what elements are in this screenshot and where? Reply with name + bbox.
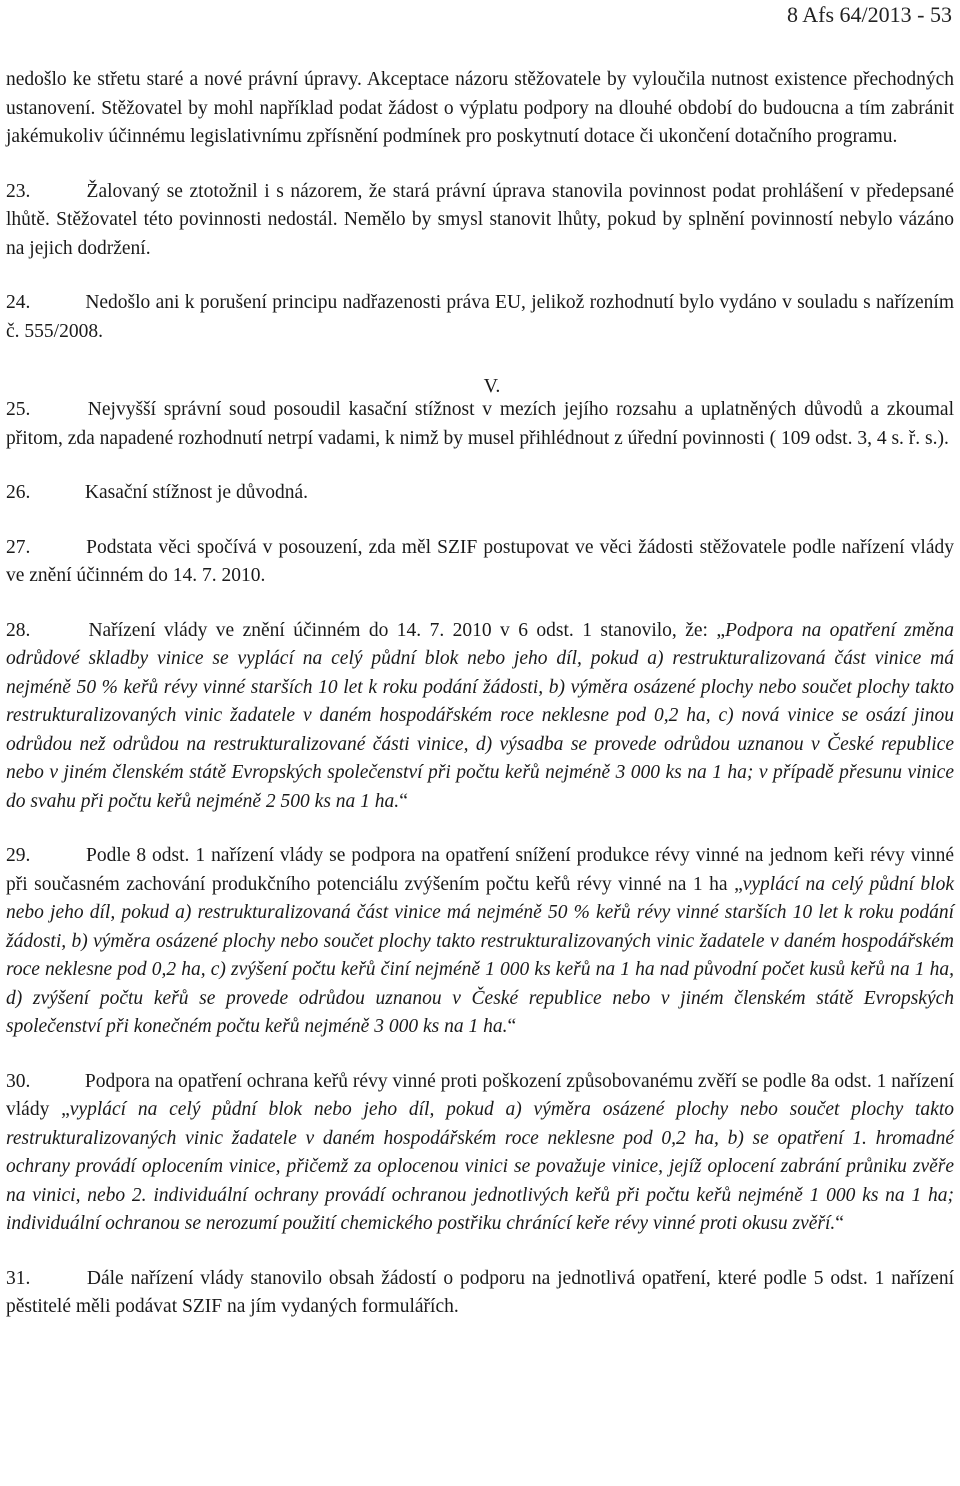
paragraph-26	[6, 479, 954, 508]
paragraph-text: Žalovaný se ztotožnil i s názorem, že stará právní úprava stanovila povinnost podat prohlášení v předepsané lhůtě. Stěžovatel této povinnosti nedostál. Nemělo by smysl stanovit lhůty, pokud by splnění povinností nebylo vázáno na jejich dodržení.	[6, 180, 955, 259]
paragraph-text: Nedošlo ani k porušení principu nadřazenosti práva EU, jelikož rozhodnutí bylo vydáno v souladu s nařízením č. 555/2008.	[6, 292, 954, 342]
paragraph-text: Podstata věci spočívá v posouzení, zda měl SZIF postupovat ve věci žádosti stěžovatele podle nařízení vlády ve znění účinném do 14. 7. 2010.	[6, 536, 955, 586]
paragraph-intro	[6, 66, 954, 152]
paragraph-text: nedošlo ke střetu staré a nové právní úpravy. Akceptace názoru stěžovatele by vyloučila nutnost existence přechodných ustanovení. Stěžovatel by mohl například podat žádost o výplatu podpory na dlouhé období do budoucna a tím zabránit jakémukoliv účinnému legislativnímu zpřísnění podmínek pro poskytnutí dotace či ukončení dotačního programu.	[6, 69, 954, 147]
quoted-regulation: Podpora na opatření změna odrůdové skladby vinice se vyplácí na celý půdní blok nebo jeho díl, pokud a) restrukturalizovaná část vinice má nejméně 50 % keřů révy vinné starších 10 let k roku podání žádosti, b) výměra osázené plochy nebo součet plochy takto restrukturalizovaných vinic žadatele v daném hospodářském roce neklesne pod 0,2 ha, c) nová vinice se osází jinou odrůdou než odrůdou na restrukturalizované části vinice, d) výsadba se provede odrůdou uznanou v České republice nebo v jiném členském státě Evropských společenství při počtu keřů nejméně 3 000 ks na 1 ha; v případě přesunu vinice do svahu při počtu keřů nejméně 2 500 ks na 1 ha.	[6, 619, 954, 812]
paragraph-number: 23.	[6, 180, 31, 202]
paragraph-23	[6, 178, 954, 264]
paragraph-30	[6, 1068, 954, 1239]
document-body	[6, 66, 954, 1348]
paragraph-number: 28.	[6, 619, 31, 641]
paragraph-number: 27.	[6, 536, 31, 558]
quote-close: “	[507, 1016, 517, 1037]
quote-close: “	[835, 1213, 844, 1234]
paragraph-number: 31.	[6, 1267, 31, 1289]
paragraph-28	[6, 617, 954, 817]
paragraph-text: Dále nařízení vlády stanovilo obsah žádostí o podporu na jednotlivá opatření, které podle 5 odst. 1 nařízení pěstitelé měli podávat SZIF na jím vydaných formulářích.	[6, 1267, 955, 1317]
paragraph-number: 30.	[6, 1070, 31, 1092]
paragraph-lead: Podle 8 odst. 1 nařízení vlády se podpora na opatření snížení produkce révy vinné na jednom keři révy vinné při současném zachování produkčního potenciálu zvýšením počtu keřů révy vinné na 1 ha „	[6, 845, 955, 895]
quoted-regulation: vyplácí na celý půdní blok nebo jeho díl, pokud a) restrukturalizovaná část vinice má nejméně 50 % keřů révy vinné starších 10 let k roku podání žádosti, b) výměra osázené plochy nebo součet plochy takto restrukturalizovaných vinic žadatele v daném hospodářském roce neklesne pod 0,2 ha, c) zvýšení počtu keřů činí nejméně 1 000 ks keřů na 1 ha nad původní počet kusů keřů na 1 ha, d) zvýšení počtu keřů se provede odrůdou uznanou v České republice nebo v jiném členském státě Evropských společenství při konečném počtu keřů nejméně 3 000 ks na 1 ha.	[6, 873, 954, 1037]
case-reference: 8 Afs 64/2013 - 53	[787, 2, 952, 27]
paragraph-number: 26.	[6, 482, 31, 503]
quoted-regulation: vyplácí na celý půdní blok nebo jeho díl, pokud a) výměra osázené plochy nebo součet plochy takto restrukturalizovaných vinic žadatele v daném hospodářském roce neklesne pod 0,2 ha, b) se opatření 1. hromadné ochrany provádí oplocením vinice, přičemž za oplocenou vinici se považuje vinice, jejíž oplocení zabrání průniku zvěře na vinici, nebo 2. individuální ochrany provádí ochranou jednotlivých keřů při počtu keřů nejméně 1 000 ks na 1 ha; individuální ochranou se nerozumí použití chemického postřiku chránící keře révy vinné proti okusu zvěří.	[6, 1099, 954, 1234]
paragraph-27	[6, 534, 954, 591]
paragraph-lead: Podpora na opatření ochrana keřů révy vinné proti poškození způsobovanému zvěří se podle 8a odst. 1 nařízení vlády „	[6, 1070, 955, 1120]
paragraph-29	[6, 842, 954, 1042]
paragraph-text: Nejvyšší správní soud posoudil kasační stížnost v mezích jejího rozsahu a uplatněných důvodů a zkoumal přitom, zda napadené rozhodnutí netrpí vadami, k nimž by musel přihlédnout z úřední povinnosti ( 109 odst. 3, 4 s. ř. s.).	[6, 399, 954, 449]
paragraph-number: 25.	[6, 399, 31, 420]
paragraph-lead: Nařízení vlády ve znění účinném do 14. 7. 2010 v 6 odst. 1 stanovilo, že: „	[88, 619, 726, 641]
paragraph-31	[6, 1265, 954, 1322]
paragraph-text: Kasační stížnost je důvodná.	[84, 482, 308, 503]
paragraph-number: 24.	[6, 292, 31, 313]
quote-close: “	[399, 790, 408, 812]
paragraph-24	[6, 289, 954, 346]
paragraph-number: 29.	[6, 845, 31, 866]
section-heading: V.	[483, 375, 501, 397]
paragraph-25	[6, 396, 954, 453]
